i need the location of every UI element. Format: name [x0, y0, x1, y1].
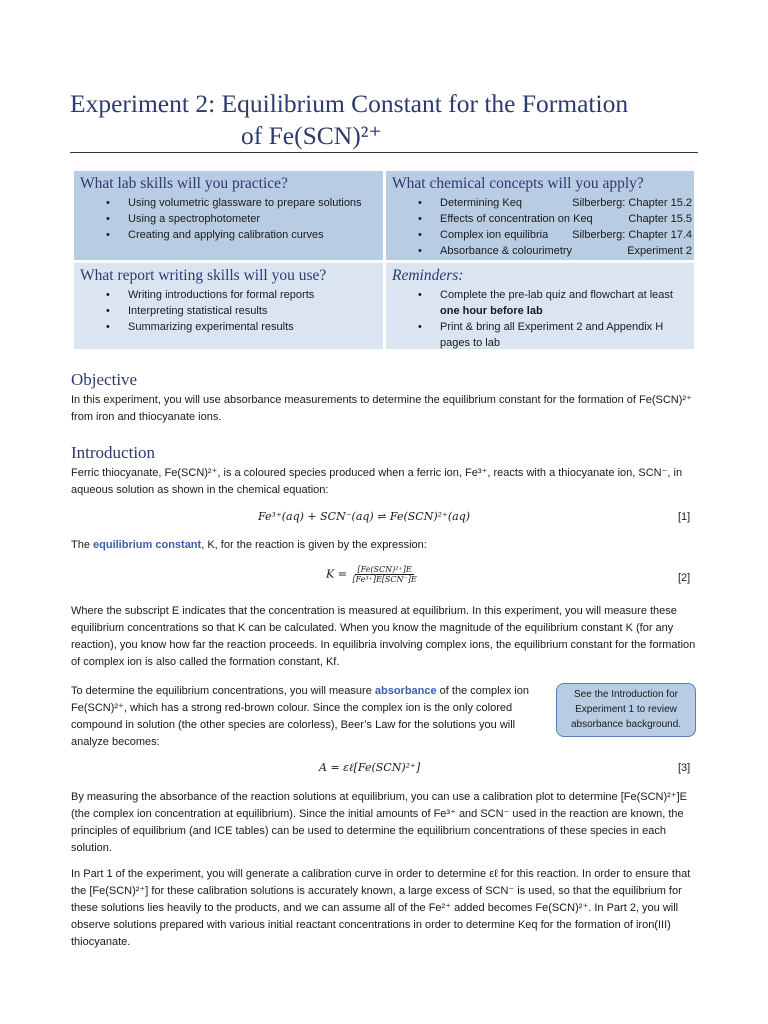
equilibrium-constant-link[interactable]: equilibrium constant [93, 539, 202, 551]
writing-skills-heading: What report writing skills will you use? [80, 267, 327, 284]
lab-skills-list [80, 195, 377, 243]
p2-post: , K, for the reaction is given by the expression: [201, 539, 427, 551]
reminders-heading: Reminders: [392, 267, 464, 284]
reminder-emphasis: one hour before lab [440, 305, 543, 317]
objective-heading: Objective [71, 370, 138, 389]
title-divider [70, 152, 698, 153]
list-item: • Writing introductions for formal reports [128, 287, 377, 303]
equation-2-numerator: [Fe(SCN)²⁺]E [357, 565, 412, 574]
reminder-text: Complete the pre-lab quiz and flowchart at least [440, 289, 673, 301]
title-line-2: of Fe(SCN)²⁺ [241, 121, 382, 150]
chemical-concepts-box [386, 171, 694, 260]
equation-3: A = εℓ[Fe(SCN)²⁺] [319, 761, 421, 774]
equation-3-number: [3] [678, 762, 691, 774]
equation-2-fraction [350, 565, 418, 584]
equation-2 [326, 565, 419, 584]
reminders-list [392, 287, 688, 351]
concept-label: • Determining Keq [440, 197, 522, 209]
lab-skills-heading: What lab skills will you practice? [80, 175, 288, 192]
concept-label: • Effects of concentration on Keq [440, 213, 593, 225]
list-item: • Summarizing experimental results [128, 319, 377, 335]
absorbance-link[interactable]: absorbance [374, 685, 437, 697]
list-item [440, 243, 692, 259]
reminders-box [386, 263, 694, 349]
chemical-concepts-heading: What chemical concepts will you apply? [392, 175, 644, 192]
review-callout: See the Introduction for Experiment 1 to review absorbance background. [556, 683, 696, 737]
concept-label: • Complex ion equilibria [440, 229, 549, 241]
equation-1: Fe³⁺(aq) + SCN⁻(aq) ⇌ Fe(SCN)²⁺(aq) [258, 510, 471, 523]
list-item: • Creating and applying calibration curves [128, 227, 377, 243]
intro-paragraph-2 [71, 537, 699, 554]
intro-paragraph-6: In Part 1 of the experiment, you will generate a calibration curve in order to determine εℓ for this reaction. In order to ensure that the [Fe(SCN)²⁺] for these calibration solutions is accurately known, a large excess of SCN⁻ is used, so that the equilibrium for these solutions lies heavily to the products, and we can assume all of the Fe²⁺ added becomes Fe(SCN)²⁺. In Part 2, you will observe solutions prepared with various initial reactant concentrations in order to determine Keq for the formation of iron(III) thiocyanate. [71, 868, 691, 948]
page-title [70, 88, 700, 152]
list-item: • Using volumetric glassware to prepare solutions [128, 195, 377, 211]
intro-paragraph-1: Ferric thiocyanate, Fe(SCN)²⁺, is a coloured species produced when a ferric ion, Fe³⁺, reacts with a thiocyanate ion, SCN⁻, in aqueous solution as shown in the chemical equation: [71, 467, 683, 496]
list-item [440, 195, 692, 211]
intro-paragraph-5: By measuring the absorbance of the reaction solutions at equilibrium, you can use a calibration plot to determine [Fe(SCN)²⁺]E (the complex ion concentration at equilibrium). Since the initial amounts of Fe³⁺ and SCN⁻ used in the reaction are known, the principles of equilibrium (and ICE tables) can be used to determine the equilibrium concentrations of these species in each solution. [71, 791, 688, 854]
concept-ref: Chapter 15.5 [628, 213, 692, 225]
chemical-concepts-list [392, 195, 692, 259]
intro-paragraph-3: Where the subscript E indicates that the concentration is measured at equilibrium. In this experiment, you will measure these equilibrium concentrations so that K can be calculated. When you know the magnitude of the equilibrium constant K (for any reaction), you know how far the reaction proceeds. In equilibria involving complex ions, the equilibrium constant for the formation of complex ion is also called the formation constant, Kf. [71, 605, 696, 668]
list-item [440, 227, 692, 243]
concept-ref: Experiment 2 [627, 245, 692, 257]
equation-2-denominator: [Fe³⁺]E[SCN⁻]E [352, 575, 417, 584]
writing-skills-box [74, 263, 383, 349]
lab-skills-box [74, 171, 383, 260]
list-item: • Using a spectrophotometer [128, 211, 377, 227]
introduction-heading: Introduction [71, 443, 156, 462]
p4-post: of the complex ion Fe(SCN)²⁺, which has a strong red-brown colour. Since the complex ion is the only colored compound in solution (the other species are colorless), Beer’s Law for the solutions you will analyze becomes: [71, 685, 529, 748]
equation-1-number: [1] [678, 511, 691, 523]
p4-pre: To determine the equilibrium concentrations, you will measure [71, 685, 375, 697]
concept-ref: Silberberg: Chapter 15.2 [572, 197, 692, 209]
concept-ref: Silberberg: Chapter 17.4 [572, 229, 692, 241]
list-item: • Interpreting statistical results [128, 303, 377, 319]
title-line-1: Experiment 2: Equilibrium Constant for the Formation [70, 89, 629, 118]
equation-2-lhs: K = [326, 567, 347, 581]
equation-2-number: [2] [678, 572, 691, 584]
intro-paragraph-4 [71, 683, 549, 751]
writing-skills-list [80, 287, 377, 335]
objective-text: In this experiment, you will use absorbance measurements to determine the equilibrium constant for the formation of Fe(SCN)²⁺ from iron and thiocyanate ions. [71, 394, 692, 423]
list-item: • Print & bring all Experiment 2 and Appendix H pages to lab [440, 319, 688, 351]
list-item [440, 211, 692, 227]
concept-label: • Absorbance & colourimetry [440, 245, 573, 257]
list-item [440, 287, 688, 319]
p2-pre: The [71, 539, 94, 551]
